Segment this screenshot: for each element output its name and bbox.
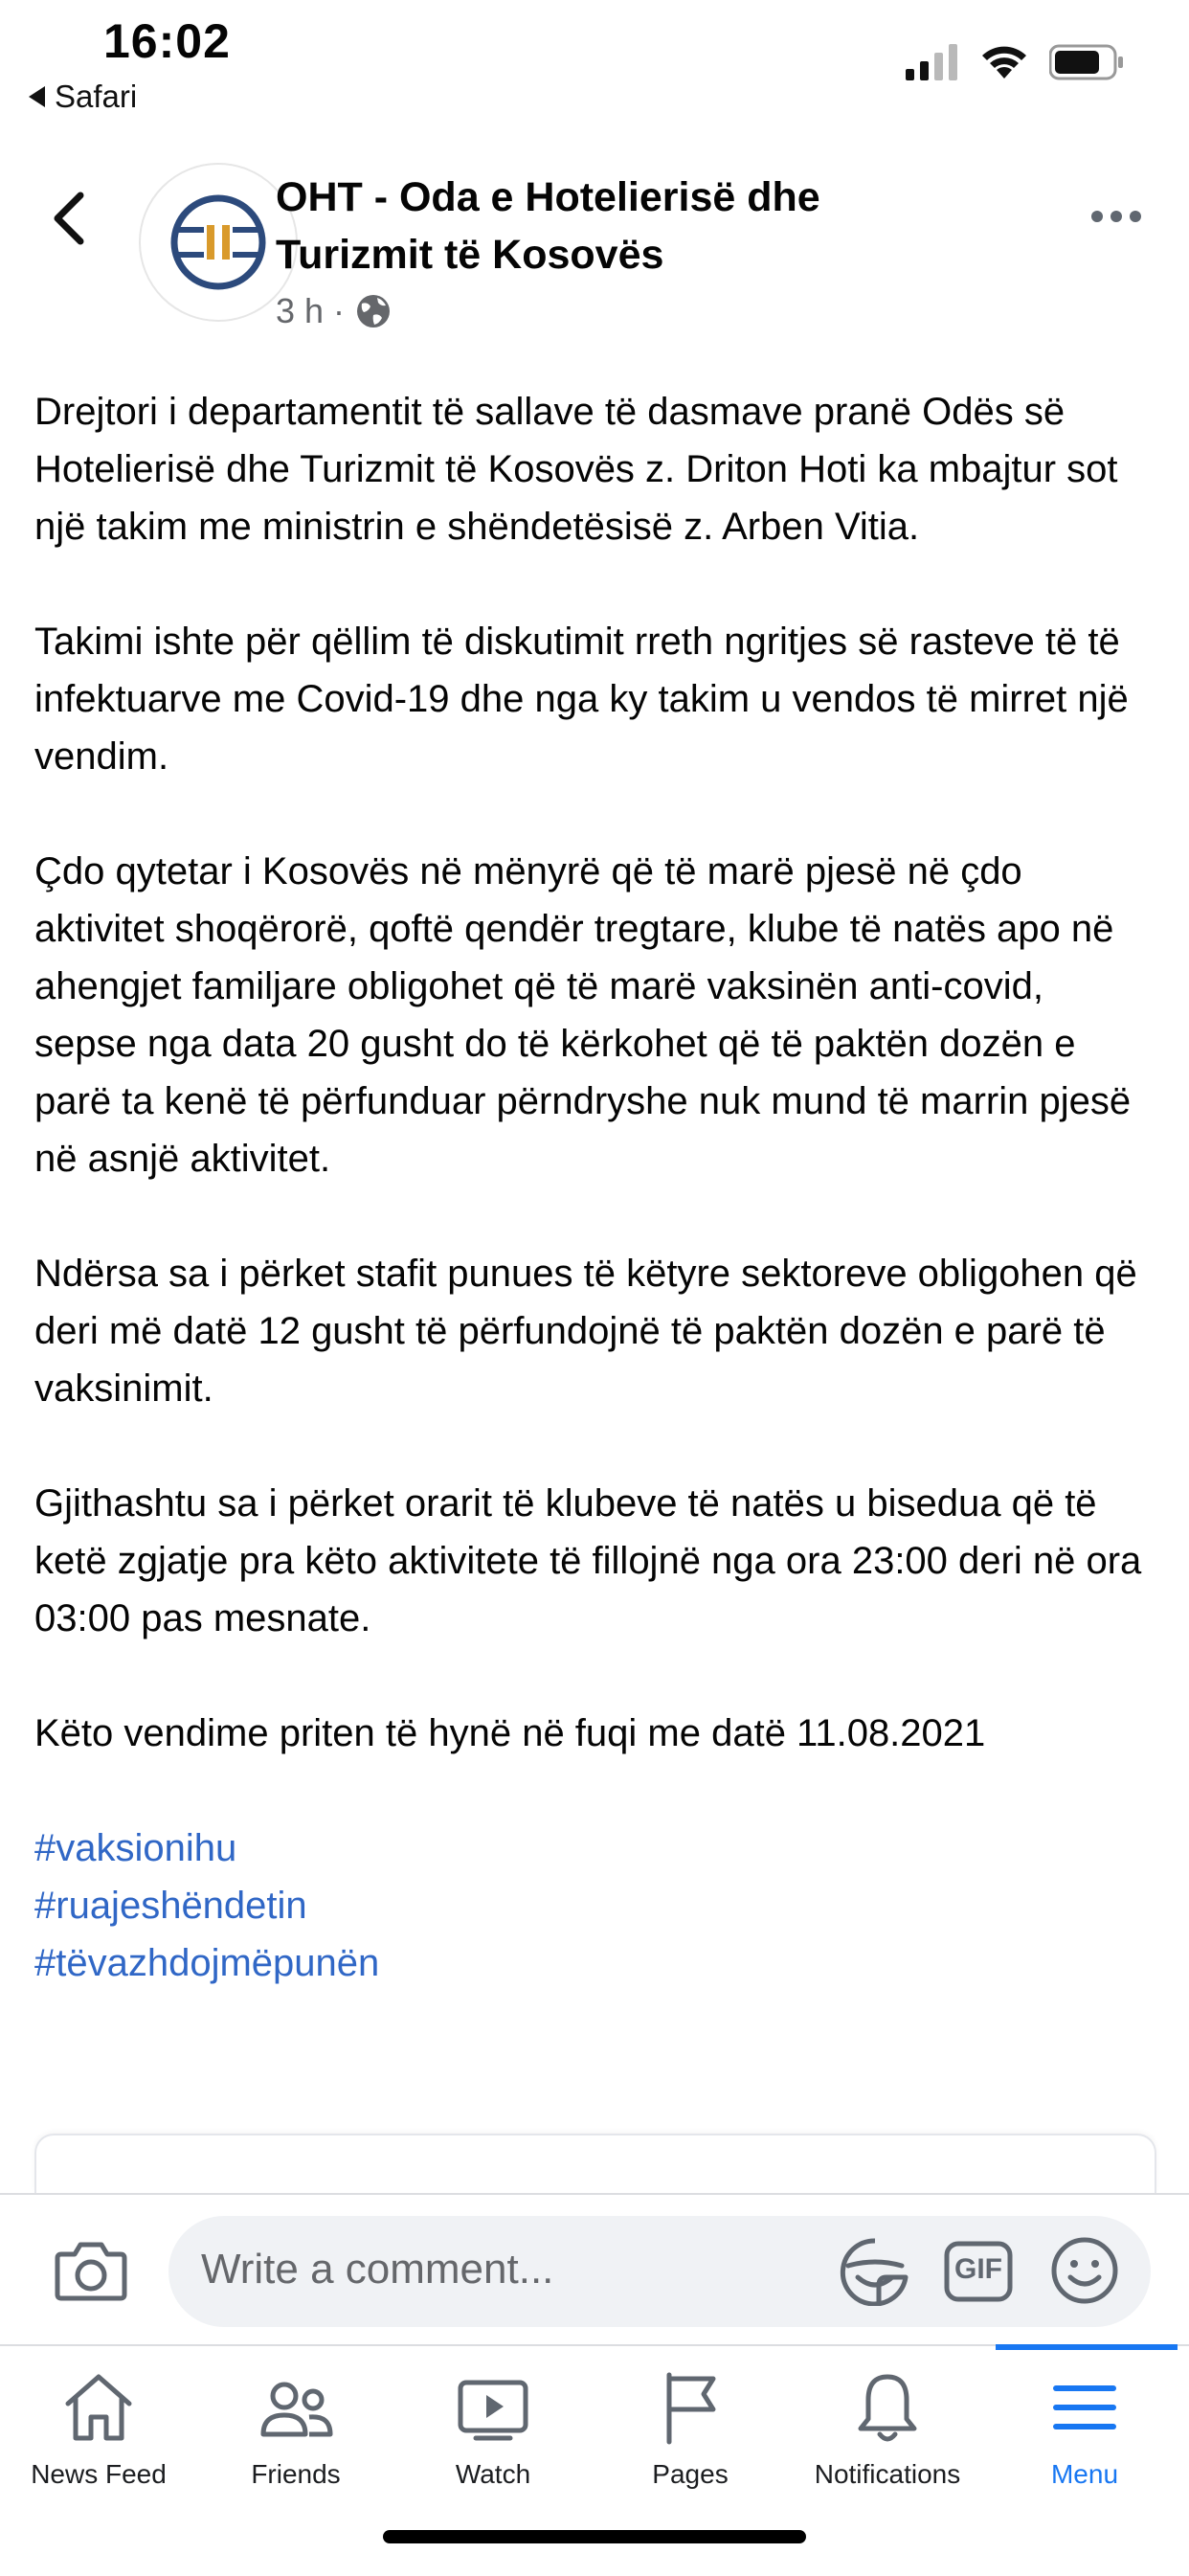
tab-menu[interactable] (986, 2365, 1183, 2490)
tab-notifications[interactable] (789, 2365, 986, 2490)
tab-watch[interactable] (394, 2365, 592, 2490)
back-chevron-icon[interactable] (42, 188, 100, 249)
more-options-button[interactable] (1091, 205, 1149, 228)
tab-friends[interactable] (197, 2365, 394, 2490)
oht-logo-icon (141, 165, 296, 320)
post-paragraph: Këto vendime priten të hynë në fuqi me datë 11.08.2021 (34, 1712, 986, 1754)
back-triangle-icon (29, 86, 45, 107)
globe-icon (354, 292, 393, 330)
link-preview-card[interactable] (34, 2134, 1156, 2193)
tab-label: Friends (251, 2459, 341, 2489)
sticker-icon[interactable] (839, 2237, 911, 2306)
hashtag-link[interactable]: #ruajeshëndetin (34, 1885, 307, 1927)
more-dot-icon (1130, 211, 1141, 222)
friends-icon (254, 2365, 338, 2450)
post-text (34, 383, 1155, 1992)
page-avatar[interactable] (139, 163, 298, 322)
menu-icon (1043, 2365, 1127, 2450)
tab-label: Watch (455, 2459, 531, 2489)
post-meta (276, 291, 393, 331)
more-dot-icon (1091, 211, 1103, 222)
camera-icon[interactable] (54, 2237, 128, 2304)
pages-flag-icon (648, 2365, 732, 2450)
post-paragraph: Ndërsa sa i përket stafit punues të këtyre sektoreve obligohen që deri më datë 12 gusht të përfundojnë të paktën dozën e parë të vaksinimit. (34, 1253, 1137, 1410)
tab-label: News Feed (31, 2459, 167, 2489)
page-name[interactable]: OHT - Oda e Hotelierisë dhe Turizmit të Kosovës (276, 174, 820, 278)
status-time: 16:02 (103, 14, 231, 68)
hashtag-link[interactable]: #tëvazhdojmëpunën (34, 1942, 380, 1984)
comment-placeholder: Write a comment... (201, 2246, 554, 2293)
tab-label: Notifications (814, 2459, 961, 2489)
post-paragraph: Takimi ishte për qëllim të diskutimit rreth ngritjes së rasteve të të infektuarve me Covid-19 dhe nga ky takim u vendos të mirret një vendim. (34, 621, 1129, 778)
emoji-icon[interactable] (1049, 2235, 1120, 2306)
tab-label: Pages (652, 2459, 729, 2489)
watch-icon (451, 2365, 535, 2450)
cellular-signal-icon (906, 44, 959, 80)
back-to-app-link[interactable] (29, 79, 137, 115)
post-paragraph: Drejtori i departamentit të sallave të dasmave pranë Odës së Hotelierisë dhe Turizmit të Kosovës z. Driton Hoti ka mbajtur sot një takim me ministrin e shëndetësisë z. Arben Vitia. (34, 391, 1118, 548)
gif-button[interactable] (944, 2239, 1013, 2304)
tab-pages[interactable] (592, 2365, 789, 2490)
post-paragraph: Gjithashtu sa i përket orarit të klubeve të natës u bisedua që të ketë zgjatje pra këto aktivitete të fillojnë nga ora 23:00 deri në ora 03:00 pas mesnate. (34, 1482, 1142, 1639)
post-paragraph: Çdo qytetar i Kosovës në mënyrë që të marë pjesë në çdo aktivitet shoqërorë, qoftë qendër tregtare, klube të natës apo në ahengjet familjare obligohet që të marë vaksinën anti-covid, sepse nga data 20 gusht do të kërkohet që të paktën dozën e parë ta kenë të përfunduar përndryshe nuk mund të marrin pjesë në asnjë aktivitet. (34, 850, 1132, 1180)
bell-icon (845, 2365, 930, 2450)
status-icons (906, 44, 1126, 80)
hashtag-link[interactable]: #vaksionihu (34, 1827, 237, 1869)
battery-icon (1049, 44, 1126, 80)
home-icon (56, 2365, 141, 2450)
post-time[interactable]: 3 h (276, 291, 325, 330)
tab-news-feed[interactable] (0, 2365, 197, 2490)
home-indicator[interactable] (383, 2530, 806, 2543)
tab-label: Menu (1050, 2459, 1119, 2489)
back-app-label: Safari (55, 79, 138, 114)
hashtag-list (34, 1819, 1155, 1992)
wifi-icon (980, 44, 1028, 80)
meta-separator: · (333, 291, 346, 330)
gif-label: GIF (954, 2253, 1002, 2285)
more-dot-icon (1110, 211, 1122, 222)
active-tab-indicator (996, 2344, 1178, 2350)
